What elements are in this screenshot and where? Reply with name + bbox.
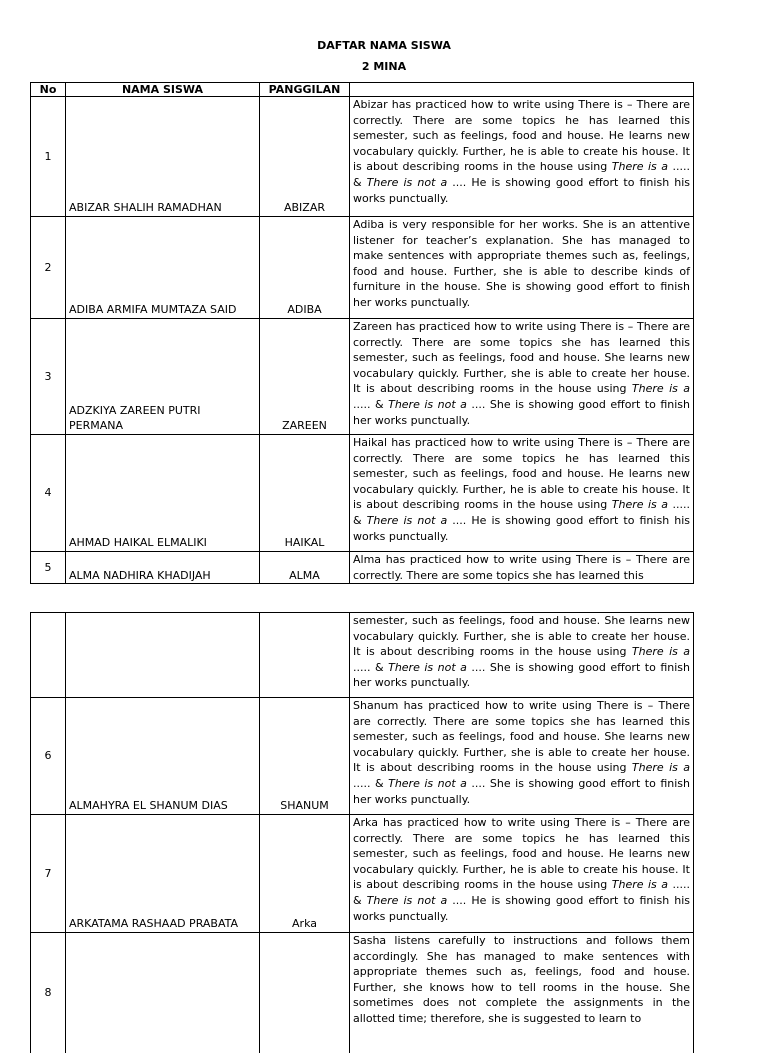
teacher-comment bbox=[350, 217, 694, 319]
comment-segment: .... He is showing good effort to finish his works punctually. bbox=[353, 513, 691, 543]
comment-segment: Adiba is very responsible for her works. She is an attentive listener for teacher’s explanation. She has managed to make sentences with appropriate themes such as, feelings, food and house. Further, she is able to describe kinds of furniture in the house. She is showing good effort to finish her works punctually. bbox=[353, 218, 690, 309]
table-row bbox=[31, 815, 694, 933]
comment-segment: There is a bbox=[611, 160, 669, 174]
comment-segment: .... He is showing good effort to finish his works punctually. bbox=[353, 175, 691, 205]
row-number-text: 6 bbox=[44, 749, 52, 763]
table-row bbox=[31, 933, 694, 1053]
teacher-comment bbox=[350, 933, 694, 1053]
comment-segment: Shanum has practiced how to write using There is – There are correctly. There are some topics she has learned this semester, such as feelings, food and house. She learns new vocabulary quickly. Further, she is able to create her house. It is about describing rooms in the house using bbox=[353, 699, 690, 775]
comment-segment: Alma has practiced how to write using There is – There are correctly. There are some topics she has learned this bbox=[353, 553, 690, 582]
comment-segment: There is not a bbox=[366, 893, 448, 907]
comment-segment: .... She is showing good effort to finish her works punctually. bbox=[353, 776, 690, 806]
student-name-text: ALMAHYRA EL SHANUM DIAS bbox=[69, 799, 228, 813]
comment-segment: semester, such as feelings, food and house. She learns new vocabulary quickly. Further, she is able to create her house. It is about describing rooms in the house using bbox=[353, 614, 690, 659]
table-row bbox=[31, 435, 694, 552]
comment-segment: Arka has practiced how to write using There is – There are correctly. There are some topics he has learned this semester, such as feelings, food and house. He learns new vocabulary quickly. Further, he is able to create his house. It is about describing rooms in the house using bbox=[353, 816, 690, 892]
nickname bbox=[260, 552, 350, 584]
student-name-text: AHMAD HAIKAL ELMALIKI bbox=[69, 536, 207, 550]
table-row bbox=[31, 613, 694, 698]
student-name bbox=[66, 552, 260, 584]
comment-segment: Sasha listens carefully to instructions and follows them accordingly. She has managed to make sentences with appropriate themes such as, feelings, food and house. Further, she knows how to tell rooms in the house. She sometimes does not complete the assignments in the allotted time; therefore, she is suggested to learn to bbox=[353, 934, 690, 1025]
comment-segment: .... She is showing good effort to finish her works punctually. bbox=[353, 660, 690, 690]
comment-segment: ..... & bbox=[353, 160, 691, 189]
nickname-text: ADIBA bbox=[287, 303, 322, 317]
comment-segment: There is not a bbox=[388, 660, 467, 674]
nickname-text: HAIKAL bbox=[284, 536, 325, 550]
row-number bbox=[31, 613, 66, 698]
student-name-text: ARKATAMA RASHAAD PRABATA bbox=[69, 917, 239, 931]
student-name-text: ALMA NADHIRA KHADIJAH bbox=[69, 568, 211, 582]
row-number-text: 2 bbox=[44, 260, 52, 274]
row-number bbox=[31, 933, 66, 1053]
teacher-comment bbox=[350, 552, 694, 584]
nickname-text: ZAREEN bbox=[282, 419, 327, 433]
student-name bbox=[66, 97, 260, 217]
comment-segment: ..... & bbox=[353, 776, 389, 790]
nickname bbox=[260, 613, 350, 698]
comment-segment: There is not a bbox=[366, 175, 448, 189]
header-panggilan: PANGGILAN bbox=[260, 83, 350, 97]
comment-segment: There is a bbox=[611, 498, 669, 512]
table-row bbox=[31, 97, 694, 217]
comment-segment: .... She is showing good effort to finish her works punctually. bbox=[353, 397, 690, 427]
comment-segment: ..... & bbox=[353, 878, 691, 907]
teacher-comment bbox=[350, 435, 694, 552]
header-nama-siswa: NAMA SISWA bbox=[66, 83, 260, 97]
teacher-comment bbox=[350, 613, 694, 698]
nickname-text: Arka bbox=[292, 917, 317, 931]
student-table-page-1 bbox=[30, 82, 694, 584]
row-number bbox=[31, 217, 66, 319]
table-row bbox=[31, 552, 694, 584]
row-number-text: 8 bbox=[44, 985, 52, 999]
teacher-comment bbox=[350, 97, 694, 217]
row-number bbox=[31, 698, 66, 815]
header-keterangan bbox=[350, 83, 694, 97]
document-title: DAFTAR NAMA SISWA bbox=[317, 39, 451, 52]
student-name-text: ADIBA ARMIFA MUMTAZA SAID bbox=[69, 303, 237, 317]
nickname bbox=[260, 435, 350, 552]
student-name-text: ADZKIYA ZAREEN PUTRI PERMANA bbox=[69, 403, 201, 433]
comment-segment: Abizar has practiced how to write using There is – There are correctly. There are some topics he has learned this semester, such as feelings, food and house. He learns new vocabulary quickly. Further, he is able to create his house. It is about describing rooms in the house using bbox=[353, 98, 690, 174]
comment-segment: .... He is showing good effort to finish his works punctually. bbox=[353, 893, 691, 923]
student-name-text: ABIZAR SHALIH RAMADHAN bbox=[69, 201, 222, 215]
comment-segment: There is not a bbox=[388, 776, 467, 790]
table-row bbox=[31, 698, 694, 815]
nickname bbox=[260, 933, 350, 1053]
comment-segment: There is not a bbox=[366, 513, 448, 527]
table-row bbox=[31, 217, 694, 319]
student-name bbox=[66, 319, 260, 435]
comment-segment: There is a bbox=[631, 761, 690, 775]
student-name bbox=[66, 933, 260, 1053]
student-table-page-2 bbox=[30, 612, 694, 1053]
comment-segment: There is a bbox=[631, 382, 690, 396]
row-number-text: 5 bbox=[44, 560, 52, 574]
header-no: No bbox=[31, 83, 66, 97]
comment-segment: Haikal has practiced how to write using There is – There are correctly. There are some topics he has learned this semester, such as feelings, food and house. He learns new vocabulary quickly. Further, he is able to create his house. It is about describing rooms in the house using bbox=[353, 436, 690, 512]
nickname-text: SHANUM bbox=[280, 799, 329, 813]
comment-segment: There is a bbox=[611, 878, 669, 892]
student-name bbox=[66, 815, 260, 933]
row-number bbox=[31, 97, 66, 217]
comment-segment: ..... & bbox=[353, 660, 389, 674]
student-name bbox=[66, 217, 260, 319]
nickname bbox=[260, 217, 350, 319]
teacher-comment bbox=[350, 698, 694, 815]
comment-segment: ..... & bbox=[353, 397, 389, 411]
row-number-text: 3 bbox=[44, 369, 52, 383]
comment-segment: ..... & bbox=[353, 498, 691, 527]
nickname-text: ALMA bbox=[289, 568, 320, 582]
comment-segment: There is a bbox=[631, 645, 690, 659]
student-name bbox=[66, 698, 260, 815]
nickname bbox=[260, 319, 350, 435]
row-number bbox=[31, 552, 66, 584]
row-number bbox=[31, 435, 66, 552]
row-number-text: 7 bbox=[44, 866, 52, 880]
row-number-text: 4 bbox=[44, 486, 52, 500]
table-header-row bbox=[31, 83, 694, 97]
teacher-comment bbox=[350, 815, 694, 933]
comment-segment: Zareen has practiced how to write using There is – There are correctly. There are some topics she has learned this semester, such as feelings, food and house. She learns new vocabulary quickly. Further, she is able to create her house. It is about describing rooms in the house using bbox=[353, 320, 690, 396]
nickname bbox=[260, 97, 350, 217]
row-number bbox=[31, 319, 66, 435]
table-row bbox=[31, 319, 694, 435]
comment-segment: There is not a bbox=[388, 397, 467, 411]
nickname-text: ABIZAR bbox=[283, 201, 326, 215]
teacher-comment bbox=[350, 319, 694, 435]
class-subtitle: 2 MINA bbox=[361, 60, 407, 73]
row-number bbox=[31, 815, 66, 933]
nickname bbox=[260, 815, 350, 933]
nickname bbox=[260, 698, 350, 815]
row-number-text: 1 bbox=[44, 149, 52, 163]
student-name bbox=[66, 435, 260, 552]
student-name bbox=[66, 613, 260, 698]
